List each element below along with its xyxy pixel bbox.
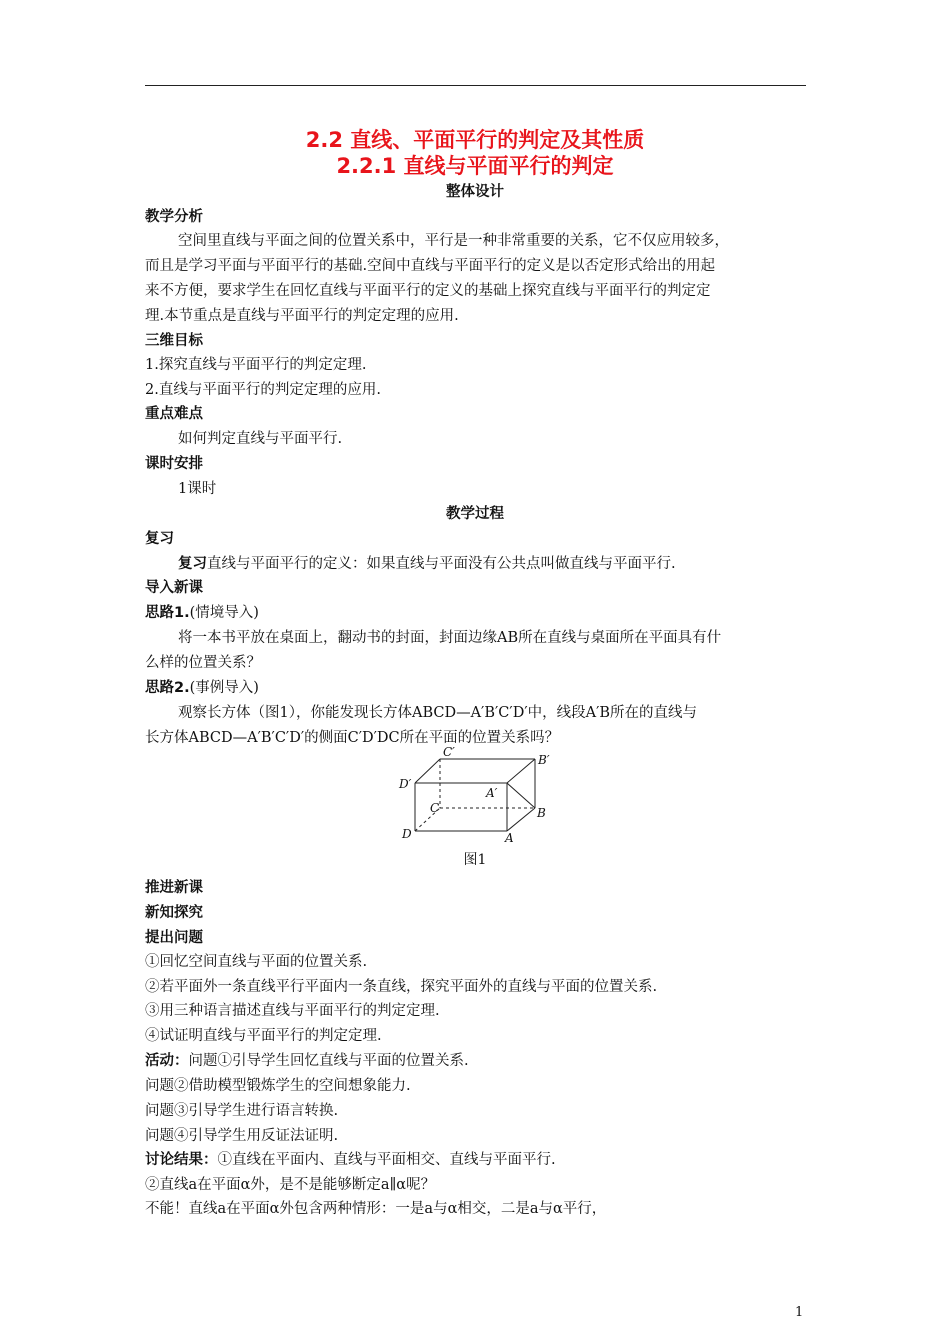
label-d: D [402,827,412,841]
questions-heading: 提出问题 [145,930,203,946]
idea2-label: 思路2. [145,680,190,696]
analysis-line: 而且是学习平面与平面平行的基础.空间中直线与平面平行的定义是以否定形式给出的用起 [145,258,716,274]
idea1-text: 么样的位置关系？ [145,655,261,671]
label-b: B [537,806,546,820]
review-text: 直线与平面平行的定义：如果直线与平面没有公共点叫做直线与平面平行. [207,556,676,572]
idea2-text: 长方体ABCD—A′B′C′D′的侧面C′D′DC所在平面的位置关系吗？ [145,730,560,746]
schedule-heading: 课时安排 [145,456,203,472]
label-a: A [505,831,514,845]
subsection-title: 2.2.1 直线与平面平行的判定 [336,154,614,178]
key-points-heading: 重点难点 [145,406,203,422]
review-heading: 复习 [145,531,174,547]
activity-line [145,1049,807,1070]
cuboid-figure [395,746,555,846]
figure-caption: 图1 [463,852,487,868]
schedule-text: 1课时 [178,481,217,497]
teaching-analysis-heading: 教学分析 [145,209,203,225]
question-item: ③用三种语言描述直线与平面平行的判定定理. [145,1003,440,1019]
activity-item: 问题③引导学生进行语言转换. [145,1103,339,1119]
question-item: ①回忆空间直线与平面的位置关系. [145,954,368,970]
label-a-prime: A′ [486,786,498,800]
discussion-line [145,1148,807,1169]
review-label: 复习 [178,556,207,572]
idea1-line [145,601,807,622]
discussion-item: ②直线a在平面α外，是不是能够断定a∥α呢？ [145,1177,436,1193]
activity-text: 问题①引导学生回忆直线与平面的位置关系. [188,1053,469,1069]
section-title: 2.2 直线、平面平行的判定及其性质 [305,128,645,152]
goals-heading: 三维目标 [145,333,203,349]
question-item: ②若平面外一条直线平行平面内一条直线，探究平面外的直线与平面的位置关系. [145,979,658,995]
goal-item: 1.探究直线与平面平行的判定定理. [145,357,367,373]
activity-label: 活动： [145,1053,189,1069]
edge-a-b [507,808,535,831]
discussion-text: ①直线在平面内、直线与平面相交、直线与平面平行. [217,1152,556,1168]
overall-design-heading: 整体设计 [446,184,504,200]
analysis-line: 来不方便，要求学生在回忆直线与平面平行的定义的基础上探究直线与平面平行的判定定 [145,283,711,299]
header-rule [145,85,806,86]
idea1-text: 将一本书平放在桌面上，翻动书的封面，封面边缘AB所在直线与桌面所在平面具有什 [178,630,722,646]
discussion-item: 不能！直线a在平面α外包含两种情形：一是a与α相交，二是a与α平行， [145,1201,607,1217]
edge-aprime-bprime [507,759,535,783]
segment-aprime-b [507,783,535,808]
process-heading: 教学过程 [446,506,504,522]
review-paragraph [178,552,807,573]
idea1-label: 思路1. [145,605,190,621]
discussion-label: 讨论结果： [145,1152,218,1168]
idea2-text: 观察长方体（图1），你能发现长方体ABCD—A′B′C′D′中，线段A′B所在的直线与 [178,705,698,721]
intro-heading: 导入新课 [145,580,203,596]
question-item: ④试证明直线与平面平行的判定定理. [145,1028,382,1044]
idea1-type: (情境导入) [189,605,259,621]
label-b-prime: B′ [538,753,550,767]
key-points-text: 如何判定直线与平面平行. [178,431,343,447]
analysis-line: 空间里直线与平面之间的位置关系中，平行是一种非常重要的关系，它不仅应用较多， [178,233,729,249]
label-c-prime: C′ [443,746,455,759]
edge-dprime-cprime [415,759,440,783]
activity-item: 问题②借助模型锻炼学生的空间想象能力. [145,1078,411,1094]
explore-heading: 新知探究 [145,905,203,921]
activity-item: 问题④引导学生用反证法证明. [145,1128,339,1144]
page-number: 1 [795,1305,804,1320]
new-lesson-heading: 推进新课 [145,880,203,896]
analysis-line: 理.本节重点是直线与平面平行的判定定理的应用. [145,308,459,324]
idea2-type: (事例导入) [189,680,259,696]
label-c: C [430,801,440,815]
idea2-line [145,676,807,697]
label-d-prime: D′ [399,777,412,791]
goal-item: 2.直线与平面平行的判定定理的应用. [145,382,381,398]
